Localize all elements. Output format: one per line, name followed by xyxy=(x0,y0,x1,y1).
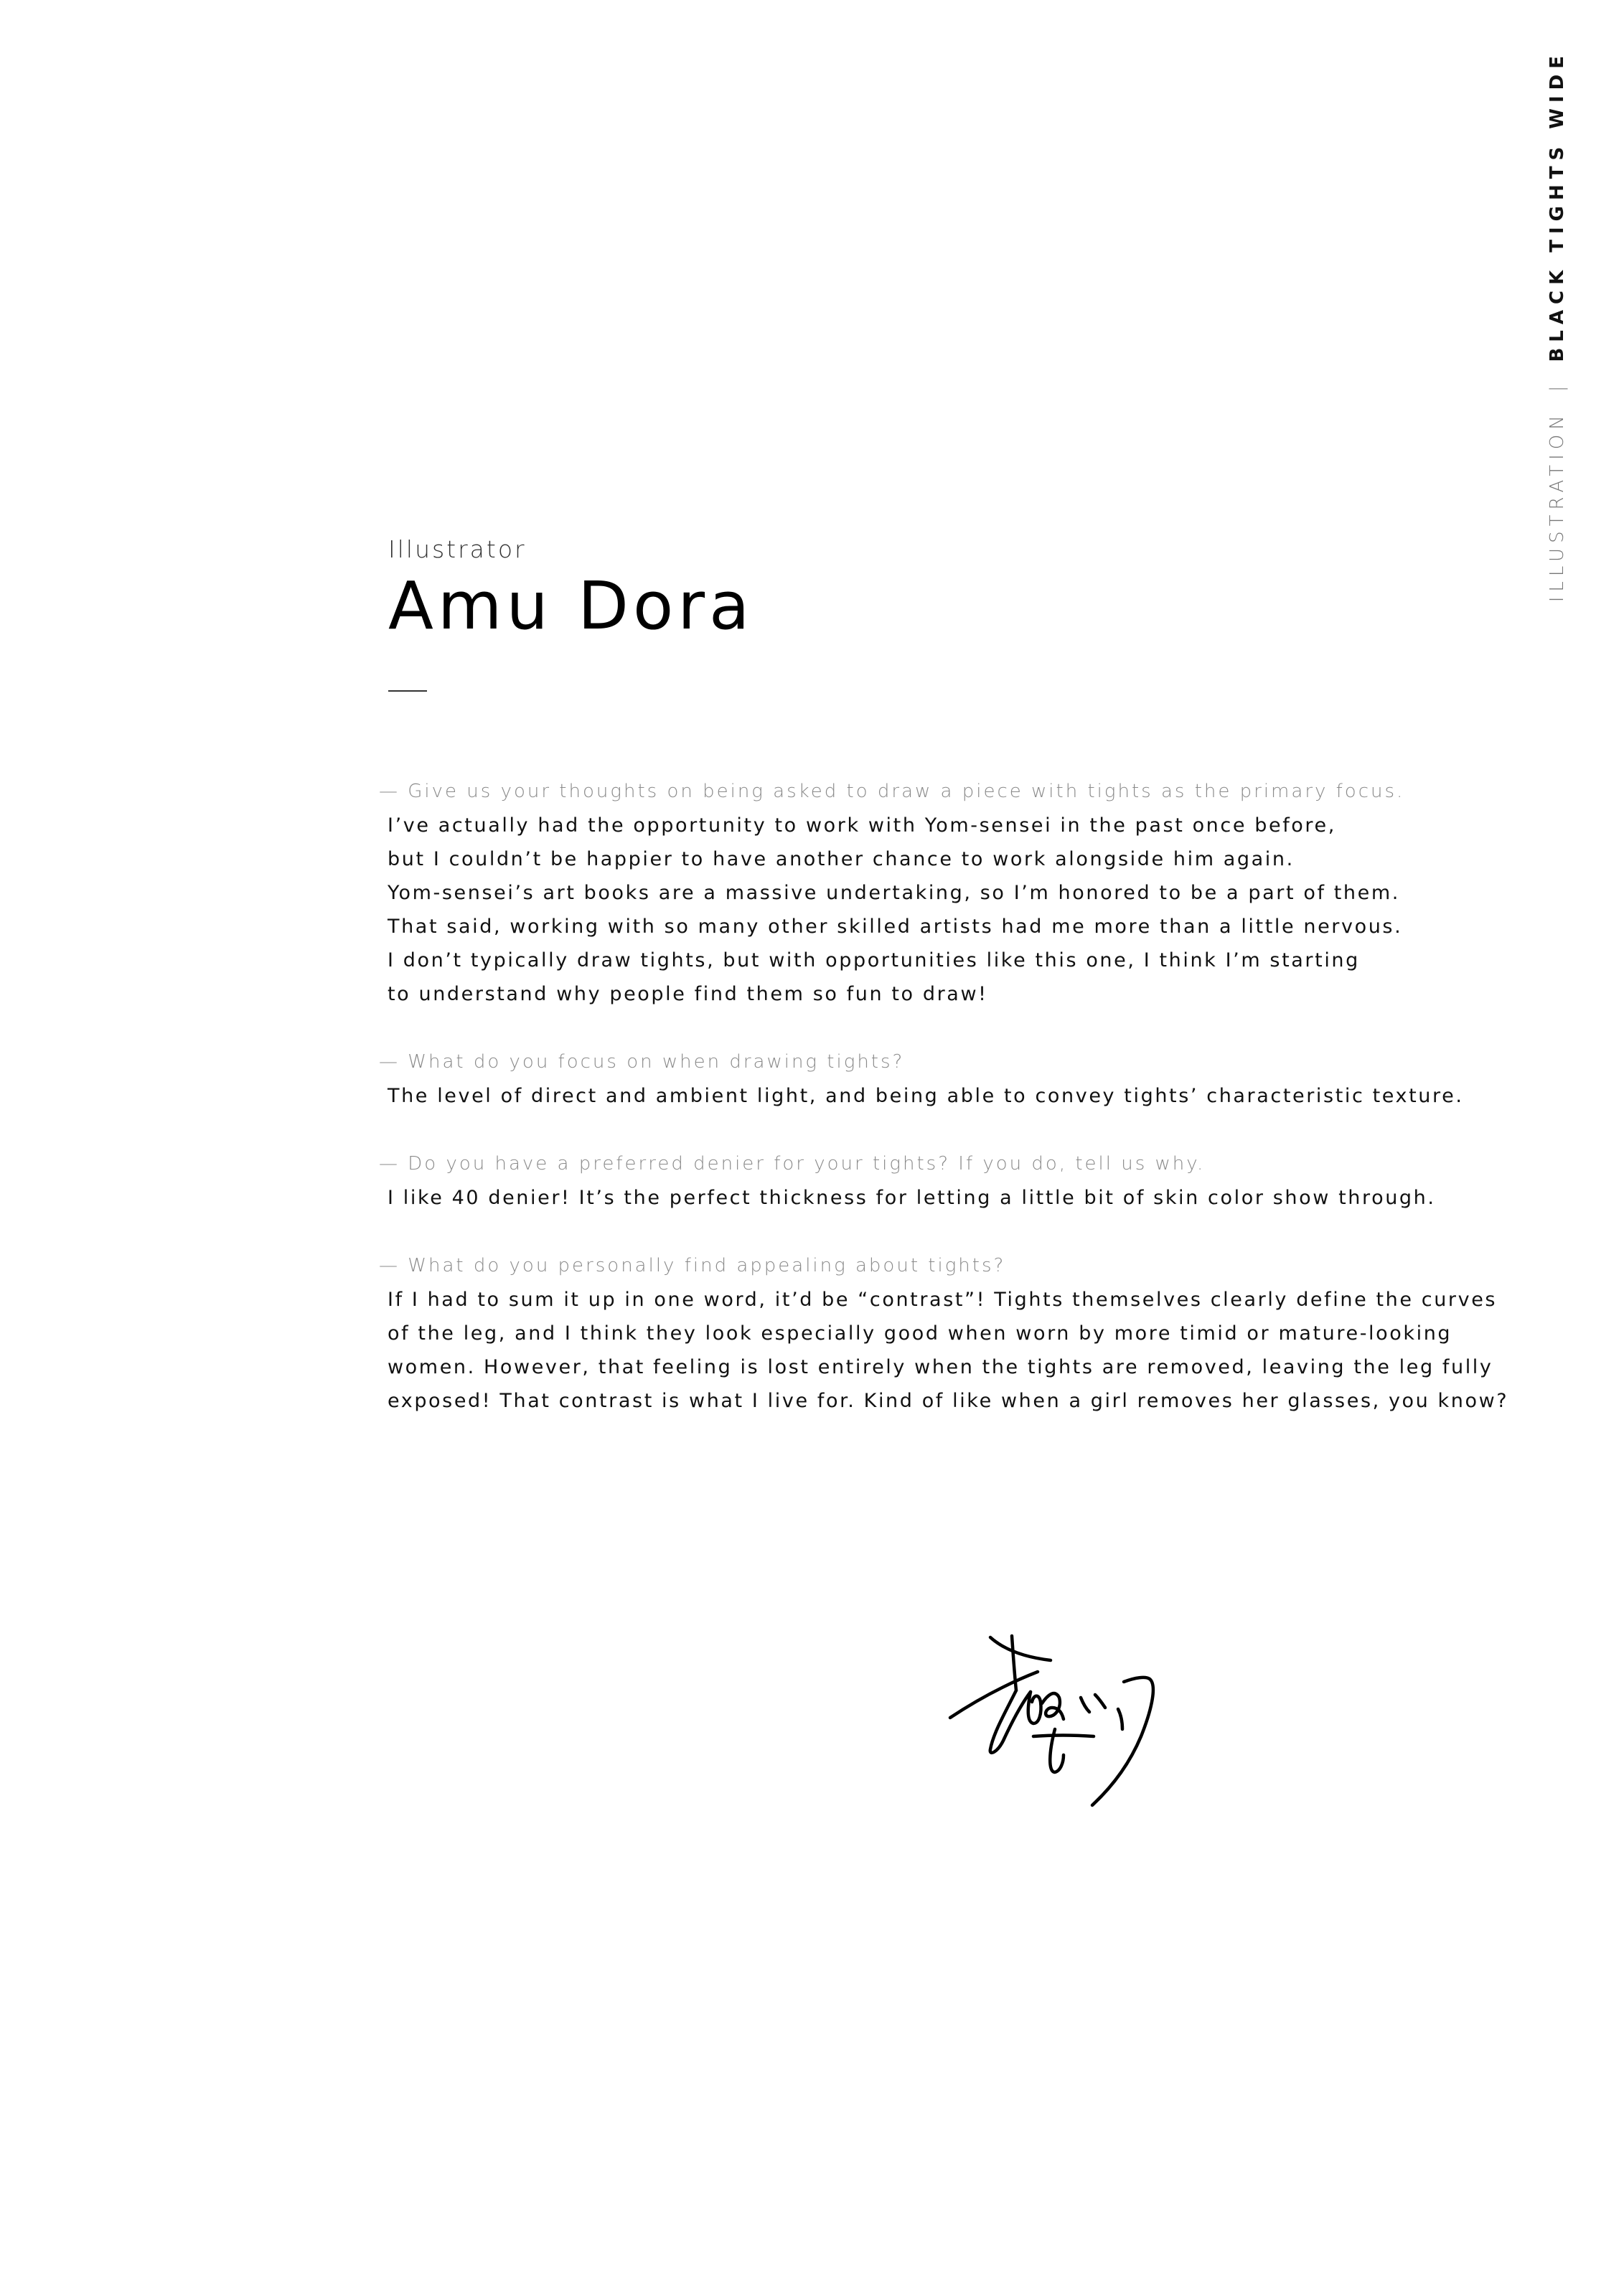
answer-line: of the leg, and I think they look especially good when worn by more timid or mature-looking xyxy=(388,1322,1452,1345)
side-book-title: BLACK TIGHTS WIDE xyxy=(1546,50,1568,362)
answer-line: to understand why people find them so fun to draw! xyxy=(388,983,988,1005)
question: — What do you focus on when drawing tights? xyxy=(379,1051,905,1073)
side-label-separator: | xyxy=(1546,380,1568,392)
side-section-name: ILLUSTRATION xyxy=(1546,410,1568,603)
qa-block xyxy=(379,1147,1436,1215)
answer-line: The level of direct and ambient light, and being able to convey tights’ characteristic texture. xyxy=(388,1085,1464,1107)
qa-block xyxy=(379,1045,1464,1113)
artist-header xyxy=(388,535,754,692)
header-divider xyxy=(388,690,427,692)
answer xyxy=(379,1181,1436,1215)
question: — Do you have a preferred denier for your tights? If you do, tell us why. xyxy=(379,1153,1206,1175)
answer xyxy=(379,1079,1464,1113)
answer xyxy=(379,809,1412,1011)
answer-line: women. However, that feeling is lost entirely when the tights are removed, leaving the leg fully xyxy=(388,1356,1493,1378)
answer-line: That said, working with so many other skilled artists had me more than a little nervous. xyxy=(388,916,1403,938)
artist-name: Amu Dora xyxy=(388,568,754,644)
answer-line: I like 40 denier! It’s the perfect thickness for letting a little bit of skin color show through. xyxy=(388,1187,1436,1209)
answer-line: I’ve actually had the opportunity to work with Yom-sensei in the past once before, xyxy=(388,814,1336,837)
answer-line: but I couldn’t be happier to have another chance to work alongside him again. xyxy=(388,848,1295,870)
qa-block xyxy=(379,1249,1509,1418)
question: — Give us your thoughts on being asked to draw a piece with tights as the primary focus. xyxy=(379,781,1405,802)
artist-signature xyxy=(947,1629,1184,1858)
side-section-label xyxy=(1536,50,1579,603)
artist-role: Illustrator xyxy=(388,535,527,563)
qa-block xyxy=(379,775,1412,1011)
answer-line: Yom-sensei’s art books are a massive undertaking, so I’m honored to be a part of them. xyxy=(388,882,1400,904)
answer xyxy=(379,1283,1509,1418)
question: — What do you personally find appealing about tights? xyxy=(379,1255,1006,1276)
interview xyxy=(379,775,1509,1452)
answer-line: exposed! That contrast is what I live for. Kind of like when a girl removes her glasses, you know? xyxy=(388,1390,1509,1412)
answer-line: If I had to sum it up in one word, it’d be “contrast”! Tights themselves clearly define the curves xyxy=(388,1289,1498,1311)
answer-line: I don’t typically draw tights, but with opportunities like this one, I think I’m starting xyxy=(388,949,1360,971)
